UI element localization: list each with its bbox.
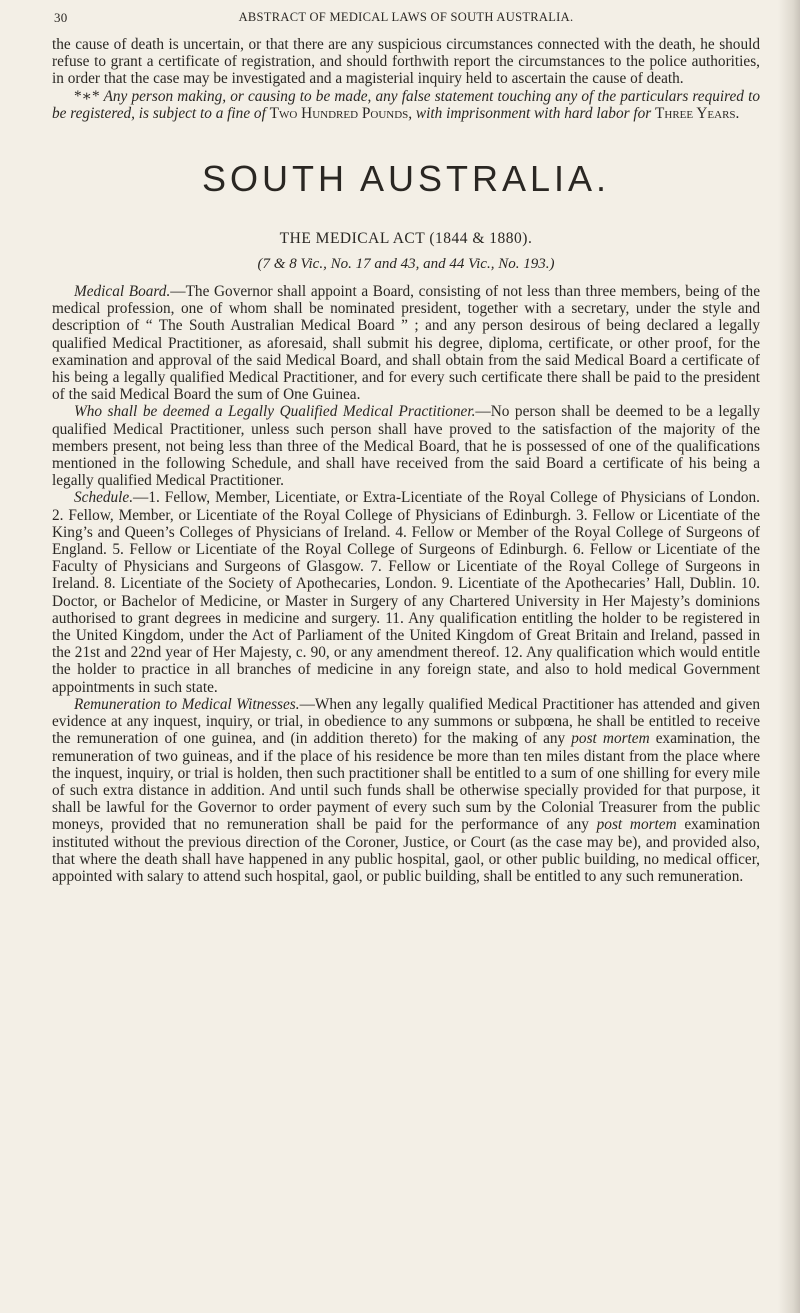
- penalty-text: Any person making, or causing to be made, any false statement touching any of the particulars required to be registered, is subject to a fine of: [52, 87, 760, 122]
- act-reference-text: (7 & 8 Vic., No. 17 and 43, and 44 Vic., No. 193.): [257, 256, 555, 273]
- running-title: ABSTRACT OF MEDICAL LAWS OF SOUTH AUSTRALIA.: [238, 10, 574, 24]
- paragraph-text: —1. Fellow, Member, Licentiate, or Extra-Licentiate of the Royal College of Physicians of London. 2. Fellow, Member, or Licentiate of the Royal College of Physicians of Edinburgh. 3. Fellow or Licentiate of the King’s and Queen’s Colleges of Physicians of Ireland. 4. Fellow or Member of the Royal College of Surgeons of England. 5. Fellow or Licentiate of the Royal College of Surgeons of Edinburgh. 6. Fellow or Licentiate of the Faculty of Physicians and Surgeons of Glasgow. 7. Fellow or Licentiate of the Royal College of Surgeons in Ireland. 8. Licentiate of the Society of Apothecaries, London. 9. Licentiate of the Apothecaries’ Hall, Dublin. 10. Doctor, or Bachelor of Medicine, or Master in Surgery of any Chartered University in Her Majesty’s dominions authorised to grant degrees in medicine and surgery. 11. Any qualification entitling the holder to be registered in the United Kingdom, under the Act of Parliament of the United Kingdom of Great Britain and Ireland, passed in the 21st and 22nd year of Her Majesty, c. 90, or any amendment thereof. 12. Any qualification which would entitle the holder to practice in all branches of medicine in any foreign state, and also to hold medical Government appointments in such state.: [52, 489, 760, 696]
- penalty-term: Three Years: [655, 104, 736, 122]
- document-page: [48, 0, 764, 1313]
- paragraph-schedule: [48, 489, 764, 695]
- penalty-mid: , with imprisonment with hard labor for: [408, 104, 656, 122]
- paragraph-lead: Schedule.: [74, 489, 134, 507]
- paragraph-text-before: —When any legally qualified Medical Practitioner has attended and given evidence at any inquest, inquiry, or trial, in obedience to any summons or subpœna, he shall be entitled to receive the remuneration of one guinea, and (in addition thereto) for the making of any: [52, 695, 760, 748]
- penalty-amount: Two Hundred Pounds: [269, 104, 409, 122]
- paragraph-medical-board: [48, 283, 764, 403]
- paragraph-remuneration: [48, 696, 764, 885]
- paragraph-legally-qualified: [48, 403, 764, 489]
- running-header: [48, 6, 764, 36]
- paragraph-lead: Remuneration to Medical Witnesses.: [74, 695, 300, 713]
- post-mortem-italic: post mortem: [571, 730, 650, 748]
- penalty-marker: *∗*: [74, 87, 100, 105]
- paragraph-lead: Medical Board.: [74, 283, 171, 301]
- paragraph-text-after: examination instituted without the previous direction of the Coroner, Justice, or Court (as the case may be), and provided also, that where the death shall have happened in any public hospital, gaol, or other public building, no medical officer, appointed with salary to attend such hospital, gaol, or public building, shall be entitled to any such remuneration.: [52, 816, 761, 885]
- penalty-end: .: [735, 104, 740, 122]
- post-mortem-italic: post mortem: [596, 816, 677, 834]
- act-title: THE MEDICAL ACT (1844 & 1880).: [279, 230, 533, 248]
- section-title: SOUTH AUSTRALIA.: [201, 158, 611, 200]
- paragraph-lead: Who shall be deemed a Legally Qualified Medical Practitioner.: [74, 403, 476, 421]
- page-edge-shadow: [778, 0, 800, 1313]
- intro-paragraph: the cause of death is uncertain, or that there are any suspicious circumstances connected with the death, he should refuse to grant a certificate of registration, and should forthwith report the circumstances to the police authorities, in order that the case may be investigated and a magisterial inquiry held to ascertain the cause of death.: [52, 36, 760, 88]
- paragraph-text: —No person shall be deemed to be a legally qualified Medical Practitioner, unless such person shall have proved to the satisfaction of the majority of the members present, not being less than three of the Medical Board, that he is possessed of one of the qualifications mentioned in the following Schedule, and shall have received from the said Board a certificate of his being a legally qualified Medical Practitioner.: [52, 403, 760, 490]
- act-reference: [48, 256, 764, 273]
- page-number: 30: [54, 10, 68, 25]
- paragraph-text-mid: examination, the remuneration of two guineas, and if the place of his residence be more than ten miles distant from the place where the inquest, inquiry, or trial is holden, then such practitioner shall be entitled to a sum of one shilling for every mile of such extra distance in addition. And until such funds shall be otherwise specially provided for that purpose, it shall be lawful for the Governor to order payment of every such sum by the Colonial Treasurer from the public moneys, provided that no remuneration shall be paid for the performance of any: [52, 730, 760, 834]
- penalty-paragraph: [48, 88, 764, 122]
- paragraph-text: —The Governor shall appoint a Board, consisting of not less than three members, being of the medical profession, one of whom shall be nominated president, together with a secretary, under the style and description of “ The South Australian Medical Board ” ; and any person desirous of being declared a legally qualified Medical Practitioner, as aforesaid, shall submit his degree, diploma, certificate, or other proof, for the examination and approval of the said Medical Board, and shall obtain from the said Medical Board a certificate of his being a legally qualified Medical Practitioner, and for every such certificate there shall be paid to the president of the said Medical Board the sum of One Guinea.: [52, 283, 760, 404]
